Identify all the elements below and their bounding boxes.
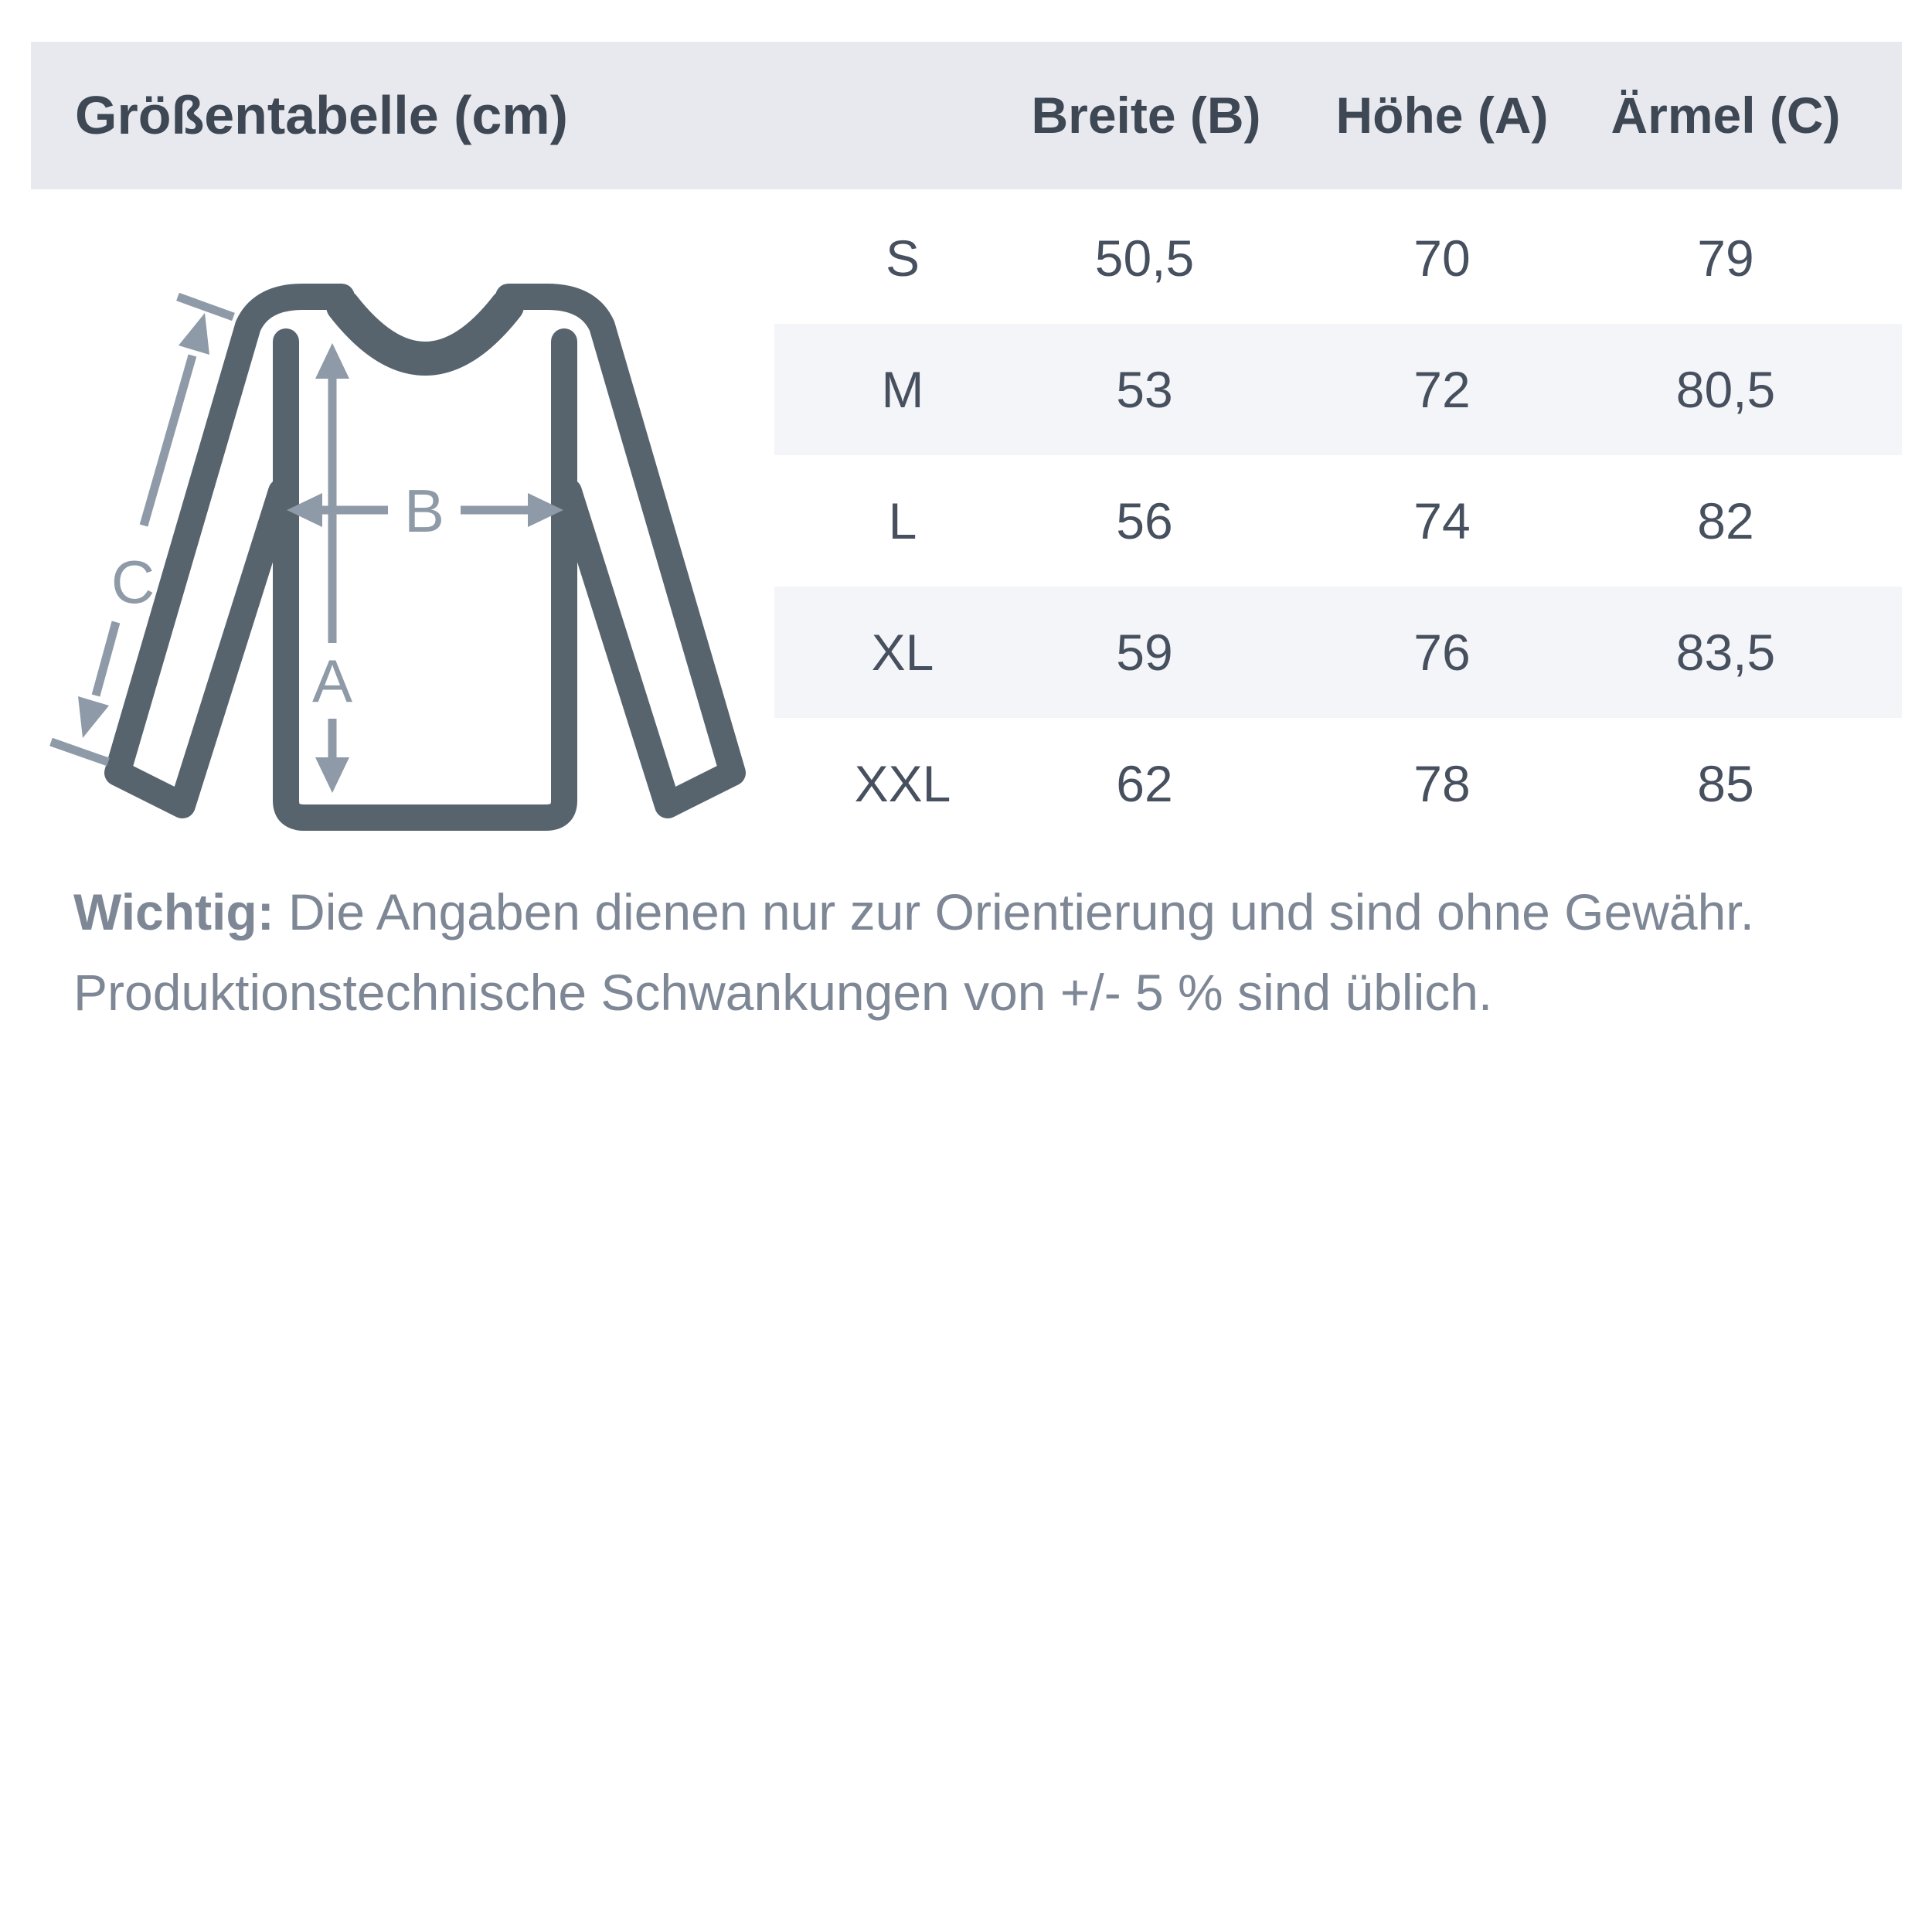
aermel-cell: 83,5 — [1675, 624, 1776, 681]
size-cell: S — [885, 230, 920, 287]
disclaimer-text — [73, 872, 1928, 1032]
page-title: Größentabelle (cm) — [75, 85, 568, 145]
breite-cell: 62 — [1116, 755, 1173, 812]
aermel-cell: 80,5 — [1675, 361, 1776, 418]
table-header-band — [31, 42, 1902, 189]
size-cell: XL — [871, 624, 934, 681]
breite-cell: 53 — [1116, 361, 1173, 418]
aermel-cell: 85 — [1697, 755, 1754, 812]
table-row-l — [774, 455, 1902, 587]
aermel-cell: 79 — [1697, 230, 1754, 287]
size-cell: L — [888, 492, 917, 549]
hoehe-cell: 78 — [1413, 755, 1471, 812]
size-table — [0, 192, 1932, 849]
table-row-xxl — [774, 718, 1902, 849]
size-cell: XXL — [854, 755, 951, 812]
breite-cell: 59 — [1116, 624, 1173, 681]
hoehe-cell: 74 — [1413, 492, 1471, 549]
breite-cell: 50,5 — [1094, 230, 1195, 287]
hoehe-cell: 76 — [1413, 624, 1471, 681]
label-b: B — [403, 477, 445, 545]
label-c: C — [111, 548, 155, 616]
disclaimer-line-1 — [73, 872, 1928, 952]
breite-cell: 56 — [1116, 492, 1173, 549]
disclaimer-line-1-text: Die Angaben dienen nur zur Orientierung und sind ohne Gewähr. — [274, 883, 1754, 940]
column-header-hoehe: Höhe (A) — [1335, 87, 1549, 144]
column-header-aermel: Ärmel (C) — [1611, 87, 1841, 144]
table-row-s — [774, 192, 1902, 324]
size-cell: M — [881, 361, 924, 418]
table-row-xl — [774, 587, 1902, 718]
disclaimer-prefix: Wichtig: — [73, 883, 274, 940]
label-a: A — [311, 647, 353, 715]
hoehe-cell: 72 — [1413, 361, 1471, 418]
table-row-m — [774, 324, 1902, 455]
disclaimer-line-2: Produktionstechnische Schwankungen von +/- 5 % sind üblich. — [73, 964, 1493, 1021]
column-header-breite: Breite (B) — [1031, 87, 1261, 144]
aermel-cell: 82 — [1697, 492, 1754, 549]
hoehe-cell: 70 — [1413, 230, 1471, 287]
